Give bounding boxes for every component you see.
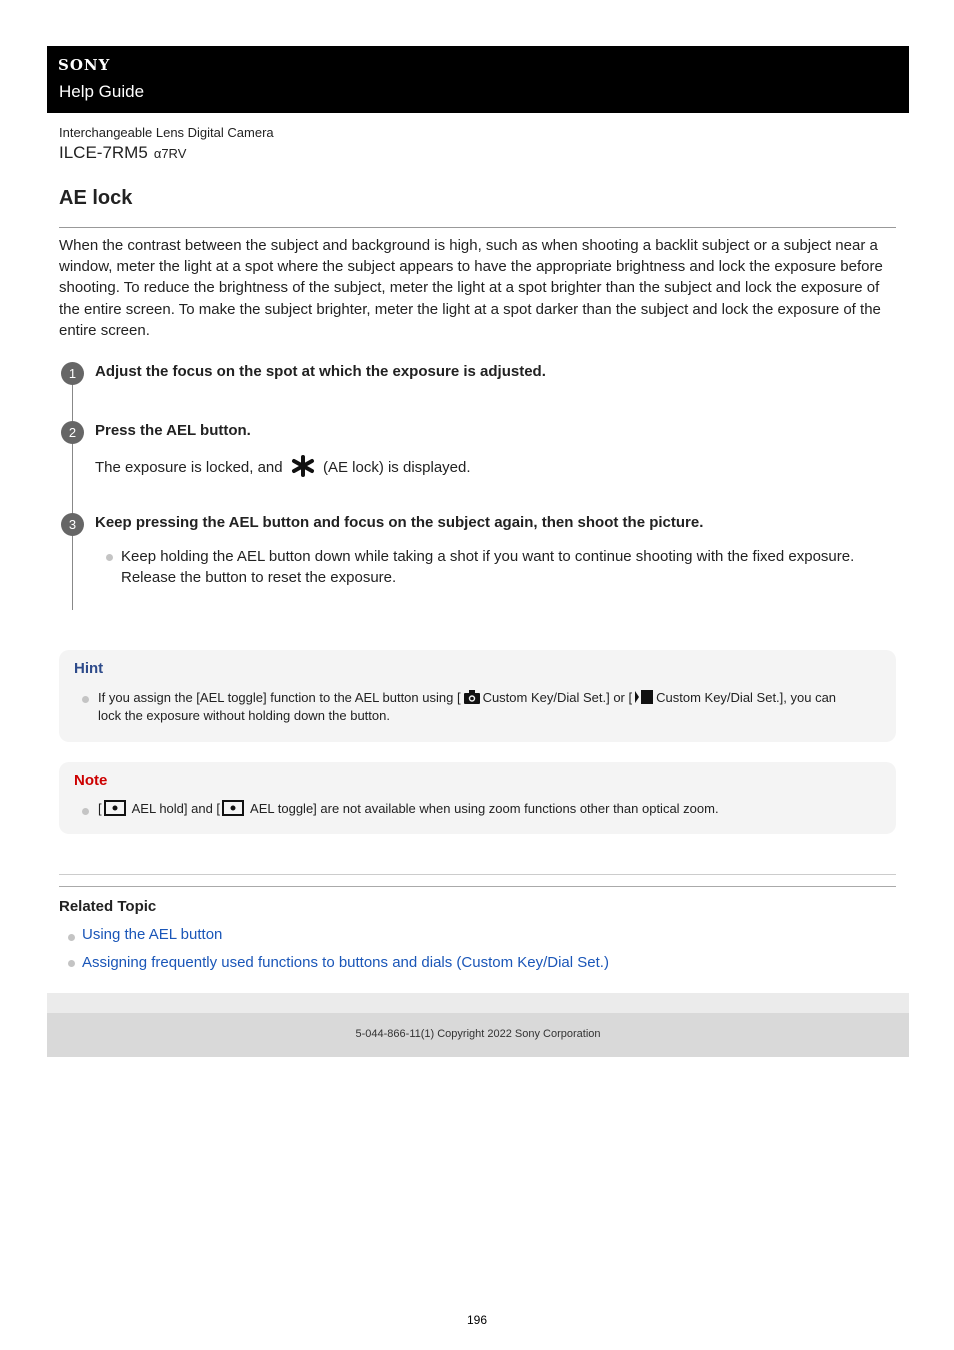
section-divider — [59, 886, 896, 887]
site-header — [47, 46, 909, 113]
note-text-part-3: AEL toggle] are not available when using zoom functions other than optical zoom. — [250, 801, 719, 816]
footer — [47, 1013, 909, 1057]
bullet-icon — [68, 934, 75, 941]
step-2-body-text-before: The exposure is locked, and — [95, 458, 283, 476]
bullet-icon — [68, 960, 75, 967]
hint-box — [59, 650, 896, 742]
step-2-body-text-after: (AE lock) is displayed. — [322, 458, 471, 476]
bullet-icon — [106, 554, 113, 561]
step-number-2: 2 — [61, 421, 84, 444]
related-link-ael-button[interactable]: Using the AEL button — [82, 926, 223, 943]
hint-text-line-2: lock the exposure without holding down the button. — [98, 708, 390, 723]
model-alt-name: α7RV — [153, 146, 187, 161]
section-divider — [59, 874, 896, 875]
step-number-3: 3 — [61, 513, 84, 536]
page-number: 196 — [466, 1313, 488, 1327]
note-text-part-1: [ — [98, 801, 102, 816]
note-title: Note — [74, 772, 108, 789]
product-model — [59, 143, 186, 163]
footer-spacer — [47, 993, 909, 1013]
bullet-icon — [82, 808, 89, 815]
step-2-title: Press the AEL button. — [95, 422, 251, 439]
movie-icon — [634, 689, 654, 710]
hint-title: Hint — [74, 660, 104, 677]
copyright-text: 5-044-866-11(1) Copyright 2022 Sony Corporation — [355, 1028, 601, 1040]
related-link-custom-key[interactable]: Assigning frequently used functions to buttons and dials (Custom Key/Dial Set.) — [82, 954, 609, 971]
note-text — [98, 800, 719, 821]
spot-metering-icon — [104, 800, 126, 821]
steps-connector-line — [72, 375, 73, 610]
step-3-bullet-line-1: Keep holding the AEL button down while taking a shot if you want to continue shooting with the fixed exposure. — [121, 548, 855, 565]
ae-lock-icon — [291, 455, 315, 481]
step-number-1: 1 — [61, 362, 84, 385]
model-number: ILCE-7RM5 — [59, 143, 148, 162]
spot-metering-icon — [222, 800, 244, 821]
help-guide-label: Help Guide — [59, 82, 145, 101]
note-box — [59, 762, 896, 834]
hint-text-part-1: If you assign the [AEL toggle] function to the AEL button using [ — [98, 690, 461, 705]
sony-logo: SONY — [58, 56, 111, 74]
hint-text-part-2: Custom Key/Dial Set.] or [ — [482, 690, 633, 705]
bullet-icon — [82, 696, 89, 703]
intro-paragraph: When the contrast between the subject and background is high, such as when shooting a backlit subject or a subject near a window, meter the light at a spot where the subject appears to have the appropriate brightness and lock the exposure before shooting. To reduce the brightness of the subject, meter the light at a spot brighter than the subject and lock the exposure of the entire screen. To make the subject brighter, meter the light at a spot darker than the subject and lock the exposure of the entire screen. — [59, 237, 883, 339]
hint-text-part-3: Custom Key/Dial Set.], you can — [656, 690, 837, 705]
step-2-body — [95, 455, 471, 481]
note-text-part-2: AEL hold] and [ — [131, 801, 221, 816]
camera-icon — [463, 689, 481, 710]
related-topic-heading: Related Topic — [59, 898, 157, 915]
step-3-title: Keep pressing the AEL button and focus on the subject again, then shoot the picture. — [95, 514, 704, 531]
product-type: Interchangeable Lens Digital Camera — [59, 125, 274, 140]
step-3-bullet-line-2: Release the button to reset the exposure. — [121, 569, 397, 586]
title-divider — [59, 227, 896, 228]
step-1-title: Adjust the focus on the spot at which the exposure is adjusted. — [95, 363, 546, 380]
page-title: AE lock — [59, 187, 133, 209]
